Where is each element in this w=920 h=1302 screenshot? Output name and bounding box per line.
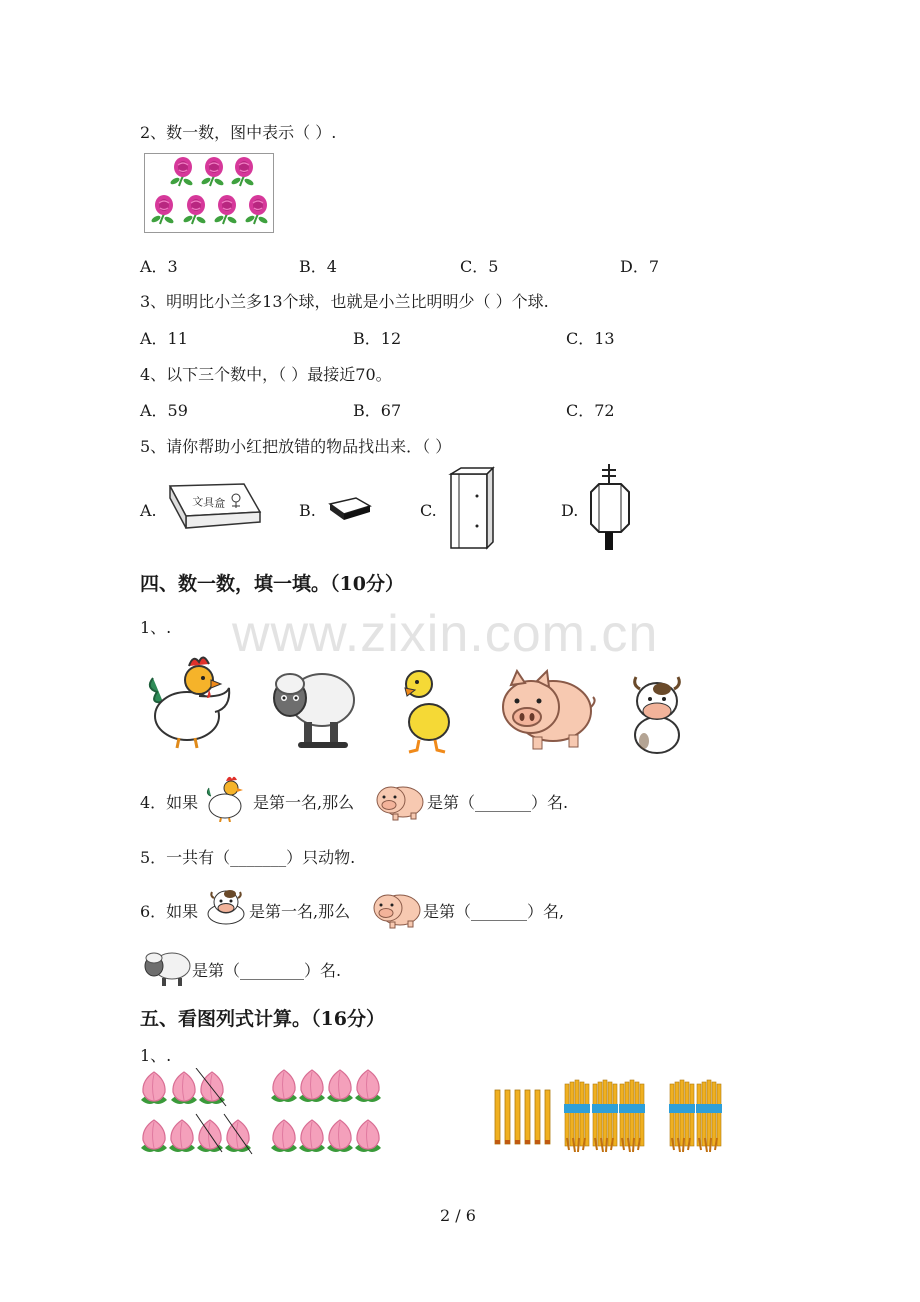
sheep-small-icon [142, 948, 192, 992]
line-4-suffix: 是第（_______）名. [427, 793, 569, 812]
cow-svg [628, 671, 686, 755]
pencil-box-picture [164, 480, 264, 540]
pencil-sharpener-picture [585, 462, 635, 558]
roses-svg [145, 154, 273, 232]
pig-small-icon-2 [370, 888, 422, 934]
sticks-picture [493, 1076, 729, 1156]
line-7-text: 是第（________）名. [192, 961, 342, 980]
book-svg [445, 466, 497, 552]
sheep-picture [268, 658, 356, 756]
q2-option-a: A．3 [140, 257, 178, 276]
section-4-q1-label: 1、. [140, 618, 172, 637]
q5-option-d: D. [561, 501, 579, 520]
section-5-heading: 五、看图列式计算。（16分） [140, 1008, 385, 1030]
pencil-box-label: 文具盒 [191, 495, 226, 511]
line-6-prefix: 6．如果 [140, 902, 199, 921]
cow-small-svg [204, 884, 248, 926]
q5-option-b: B. [299, 501, 316, 520]
eraser-picture [326, 496, 372, 526]
rooster-small-svg [203, 772, 251, 822]
cow-picture [628, 671, 686, 759]
page-number: 2 / 6 [440, 1206, 476, 1225]
line-5-text: 5．一共有（_______）只动物. [140, 848, 356, 867]
rooster-small-icon [203, 772, 251, 826]
pig-svg [497, 667, 597, 753]
section-4-heading: 四、数一数，填一填。（10分） [140, 573, 404, 595]
sheep-svg [268, 658, 356, 752]
line-4-middle: 是第一名,那么 [253, 793, 355, 812]
cow-small-icon [204, 884, 248, 930]
line-6-middle: 是第一名,那么 [249, 902, 351, 921]
question-5-text: 5、请你帮助小红把放错的物品找出来．（ ） [140, 437, 452, 456]
q5-option-a: A. [140, 501, 157, 520]
duckling-picture [401, 664, 453, 758]
q2-option-b: B．4 [299, 257, 337, 276]
pig-small-icon [373, 780, 425, 826]
q3-option-c: C．13 [566, 329, 615, 348]
sharpener-svg [585, 462, 635, 554]
q4-option-a: A．59 [140, 401, 188, 420]
peaches-svg [138, 1068, 388, 1158]
book-picture [445, 466, 497, 556]
q4-option-c: C．72 [566, 401, 615, 420]
watermark: www.zixin.com.cn [232, 605, 659, 663]
pig-picture [497, 667, 597, 757]
roses-picture [144, 153, 274, 233]
q2-option-d: D．7 [620, 257, 660, 276]
rooster-picture [143, 648, 237, 756]
section-5-q1-label: 1、. [140, 1046, 172, 1065]
eraser-svg [326, 496, 372, 522]
line-6-suffix: 是第（_______）名, [423, 902, 565, 921]
sheep-small-svg [142, 948, 192, 988]
question-2-text: 2、数一数，图中表示（ ）. [140, 123, 337, 142]
q4-option-b: B．67 [353, 401, 402, 420]
q3-option-a: A．11 [140, 329, 188, 348]
q3-option-b: B．12 [353, 329, 402, 348]
question-3-text: 3、明明比小兰多13个球，也就是小兰比明明少（ ）个球. [140, 292, 549, 311]
question-4-text: 4、以下三个数中，（ ）最接近70。 [140, 365, 392, 384]
pig-small-svg [373, 780, 425, 822]
duckling-svg [401, 664, 453, 754]
line-4-prefix: 4．如果 [140, 793, 199, 812]
q2-option-c: C．5 [460, 257, 499, 276]
peaches-picture [138, 1068, 388, 1162]
pencil-box-svg [164, 480, 264, 536]
rooster-svg [143, 648, 237, 752]
sticks-svg [493, 1076, 729, 1152]
pig-small-svg-2 [370, 888, 422, 930]
q5-option-c: C. [420, 501, 437, 520]
